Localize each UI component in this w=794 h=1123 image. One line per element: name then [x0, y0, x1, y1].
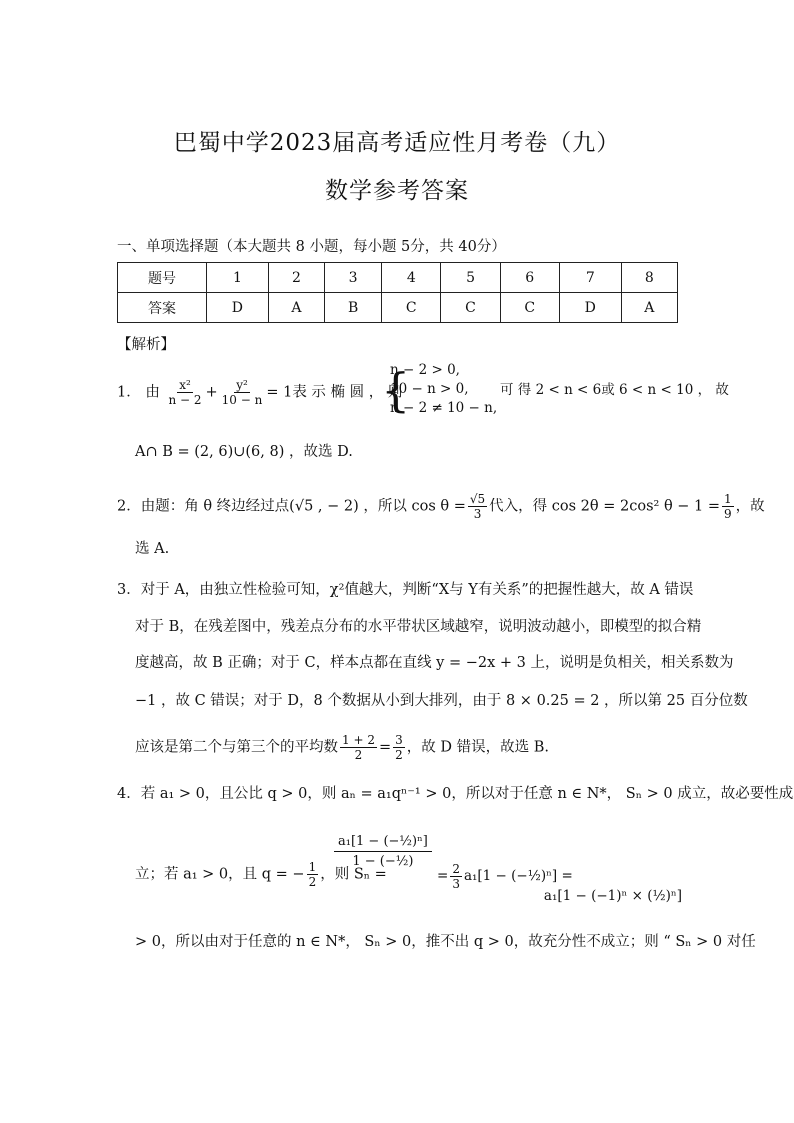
frac-num: a₁[1 − (−½)ⁿ]: [334, 832, 432, 852]
system-row: n − 2 ≠ 10 − n,: [390, 400, 498, 416]
table-cell: 4: [382, 263, 441, 293]
q1-mid: = 1表 示 椭 圆 ， 则: [266, 384, 403, 401]
q2-fraction-result: [722, 492, 734, 521]
q2-text-c: ，故: [735, 498, 765, 515]
q3-line3: 度越高，故 B 正确；对于 C，样本点都在直线 y = −2x + 3 上，说明是负相关，相关系数为: [135, 655, 734, 671]
q2-text-a: 由题：角 θ 终边经过点(√5 , − 2) ，所以 cos θ =: [140, 498, 466, 515]
answer-table: [117, 262, 678, 323]
q4-eq: =: [437, 868, 449, 884]
q1-system: [390, 361, 497, 418]
frac-num: 1 + 2: [342, 733, 375, 747]
q4-sum-fraction: [334, 832, 432, 871]
frac-den: 9: [724, 507, 732, 521]
analysis-heading: 【解析】: [117, 337, 175, 353]
q3-line5-text-c: ，故 D 错误，故选 B.: [406, 739, 549, 756]
table-cell: 1: [207, 263, 269, 293]
table-cell: A: [268, 293, 324, 323]
q3-line2: 对于 B，在残差图中，残差点分布的水平带状区域越窄，说明波动越小，即模型的拟合精: [135, 619, 702, 635]
table-cell: 6: [500, 263, 559, 293]
q2-line1: [117, 492, 765, 521]
frac-den: 3: [473, 507, 482, 521]
table-cell: D: [559, 293, 621, 323]
page-subtitle: 数学参考答案: [325, 178, 469, 204]
frac-num: 1: [308, 860, 317, 874]
q3-line5-text-a: 应该是第二个与第三个的平均数: [135, 739, 338, 756]
q4-line1: 4．若 a₁ > 0，且公比 q > 0，则 aₙ = a₁qⁿ⁻¹ > 0，所以对于任意 n ∈ N*， Sₙ > 0 成立，故必要性成: [117, 786, 794, 802]
table-cell: A: [621, 293, 677, 323]
q3-line5-eq: =: [378, 739, 392, 756]
q1-plus: +: [205, 384, 218, 401]
frac-den: 10 − n: [221, 393, 263, 407]
q4-line2-end: a₁[1 − (−1)ⁿ × (½)ⁿ]: [543, 888, 682, 904]
q4-fraction-q: [307, 860, 319, 889]
table-cell: 2: [268, 263, 324, 293]
q3-line1: 3．对于 A，由独立性检验可知，χ²值越大，判断“X与 Y有关系”的把握性越大，故 A 错误: [117, 582, 694, 598]
table-cell: C: [500, 293, 559, 323]
system-row: n − 2 > 0,: [390, 362, 460, 378]
table-cell: 3: [325, 263, 382, 293]
q4-line3: > 0，所以由对于任意的 n ∈ N*， Sₙ > 0，推不出 q > 0，故充分性不成立；则 “ Sₙ > 0 对任: [135, 934, 756, 950]
frac-num: √5: [469, 492, 486, 506]
q1-number: 1．: [117, 384, 141, 401]
table-cell: D: [207, 293, 269, 323]
system-row: 10 − n > 0,: [390, 381, 469, 397]
q4-line2-left: [135, 860, 387, 889]
frac-den: 2: [308, 875, 317, 889]
frac-num: x²: [179, 378, 191, 392]
q1-tail: 可 得 2 < n < 6或 6 < n < 10 ， 故: [500, 382, 729, 398]
q1-line2: A∩ B = (2, 6)∪(6, 8) ，故选 D.: [135, 444, 353, 460]
frac-num: 2: [452, 862, 460, 876]
section-heading: 一、单项选择题（本大题共 8 小题，每小题 5分，共 40分）: [117, 239, 506, 255]
left-brace-icon: {: [381, 363, 411, 417]
frac-den: 2: [395, 748, 403, 762]
q1-fraction-x: [166, 378, 203, 407]
table-cell: 8: [621, 263, 677, 293]
page-title: 巴蜀中学2023届高考适应性月考卷（九）: [173, 130, 621, 156]
q2-text-b: 代入，得 cos 2θ = 2cos² θ − 1 =: [489, 498, 721, 515]
table-row-numbers: [118, 263, 678, 293]
q4-text-d: a₁[1 − (−½)ⁿ] =: [463, 868, 573, 884]
q1-lead: 由: [145, 384, 160, 401]
table-cell: C: [441, 293, 500, 323]
frac-num: 1: [724, 492, 732, 506]
frac-den: n − 2: [168, 393, 202, 407]
frac-den: 2: [354, 748, 363, 762]
q1-fraction-y: [220, 378, 265, 407]
q2-fraction-cos: [468, 492, 487, 521]
frac-num: y²: [236, 378, 248, 392]
table-cell: 7: [559, 263, 621, 293]
q1-line1-left: [117, 378, 403, 407]
q3-fraction-avg: [340, 733, 377, 762]
table-row-answers: [118, 293, 678, 323]
q3-line5: [135, 733, 682, 762]
frac-den: 3: [452, 877, 460, 891]
table-cell: 5: [441, 263, 500, 293]
q4-text-a: 立；若 a₁ > 0，且 q = −: [135, 866, 305, 883]
q3-line4: −1 ，故 C 错误；对于 D，8 个数据从小到大排列，由于 8 × 0.25 = 2 ，所以第 25 百分位数: [135, 693, 748, 709]
frac-den: 1 − (−½): [352, 854, 414, 869]
q4-fraction-two-thirds: [450, 862, 462, 891]
q3-fraction-result: [393, 733, 405, 762]
table-cell: B: [325, 293, 382, 323]
q2-line2: 选 A.: [135, 541, 170, 557]
frac-num: 3: [395, 733, 403, 747]
table-header-cell: 答案: [118, 293, 207, 323]
table-header-cell: 题号: [118, 263, 207, 293]
table-cell: C: [382, 293, 441, 323]
q4-text-b: ，则 Sₙ =: [320, 866, 387, 883]
q2-number: 2．: [117, 498, 141, 515]
